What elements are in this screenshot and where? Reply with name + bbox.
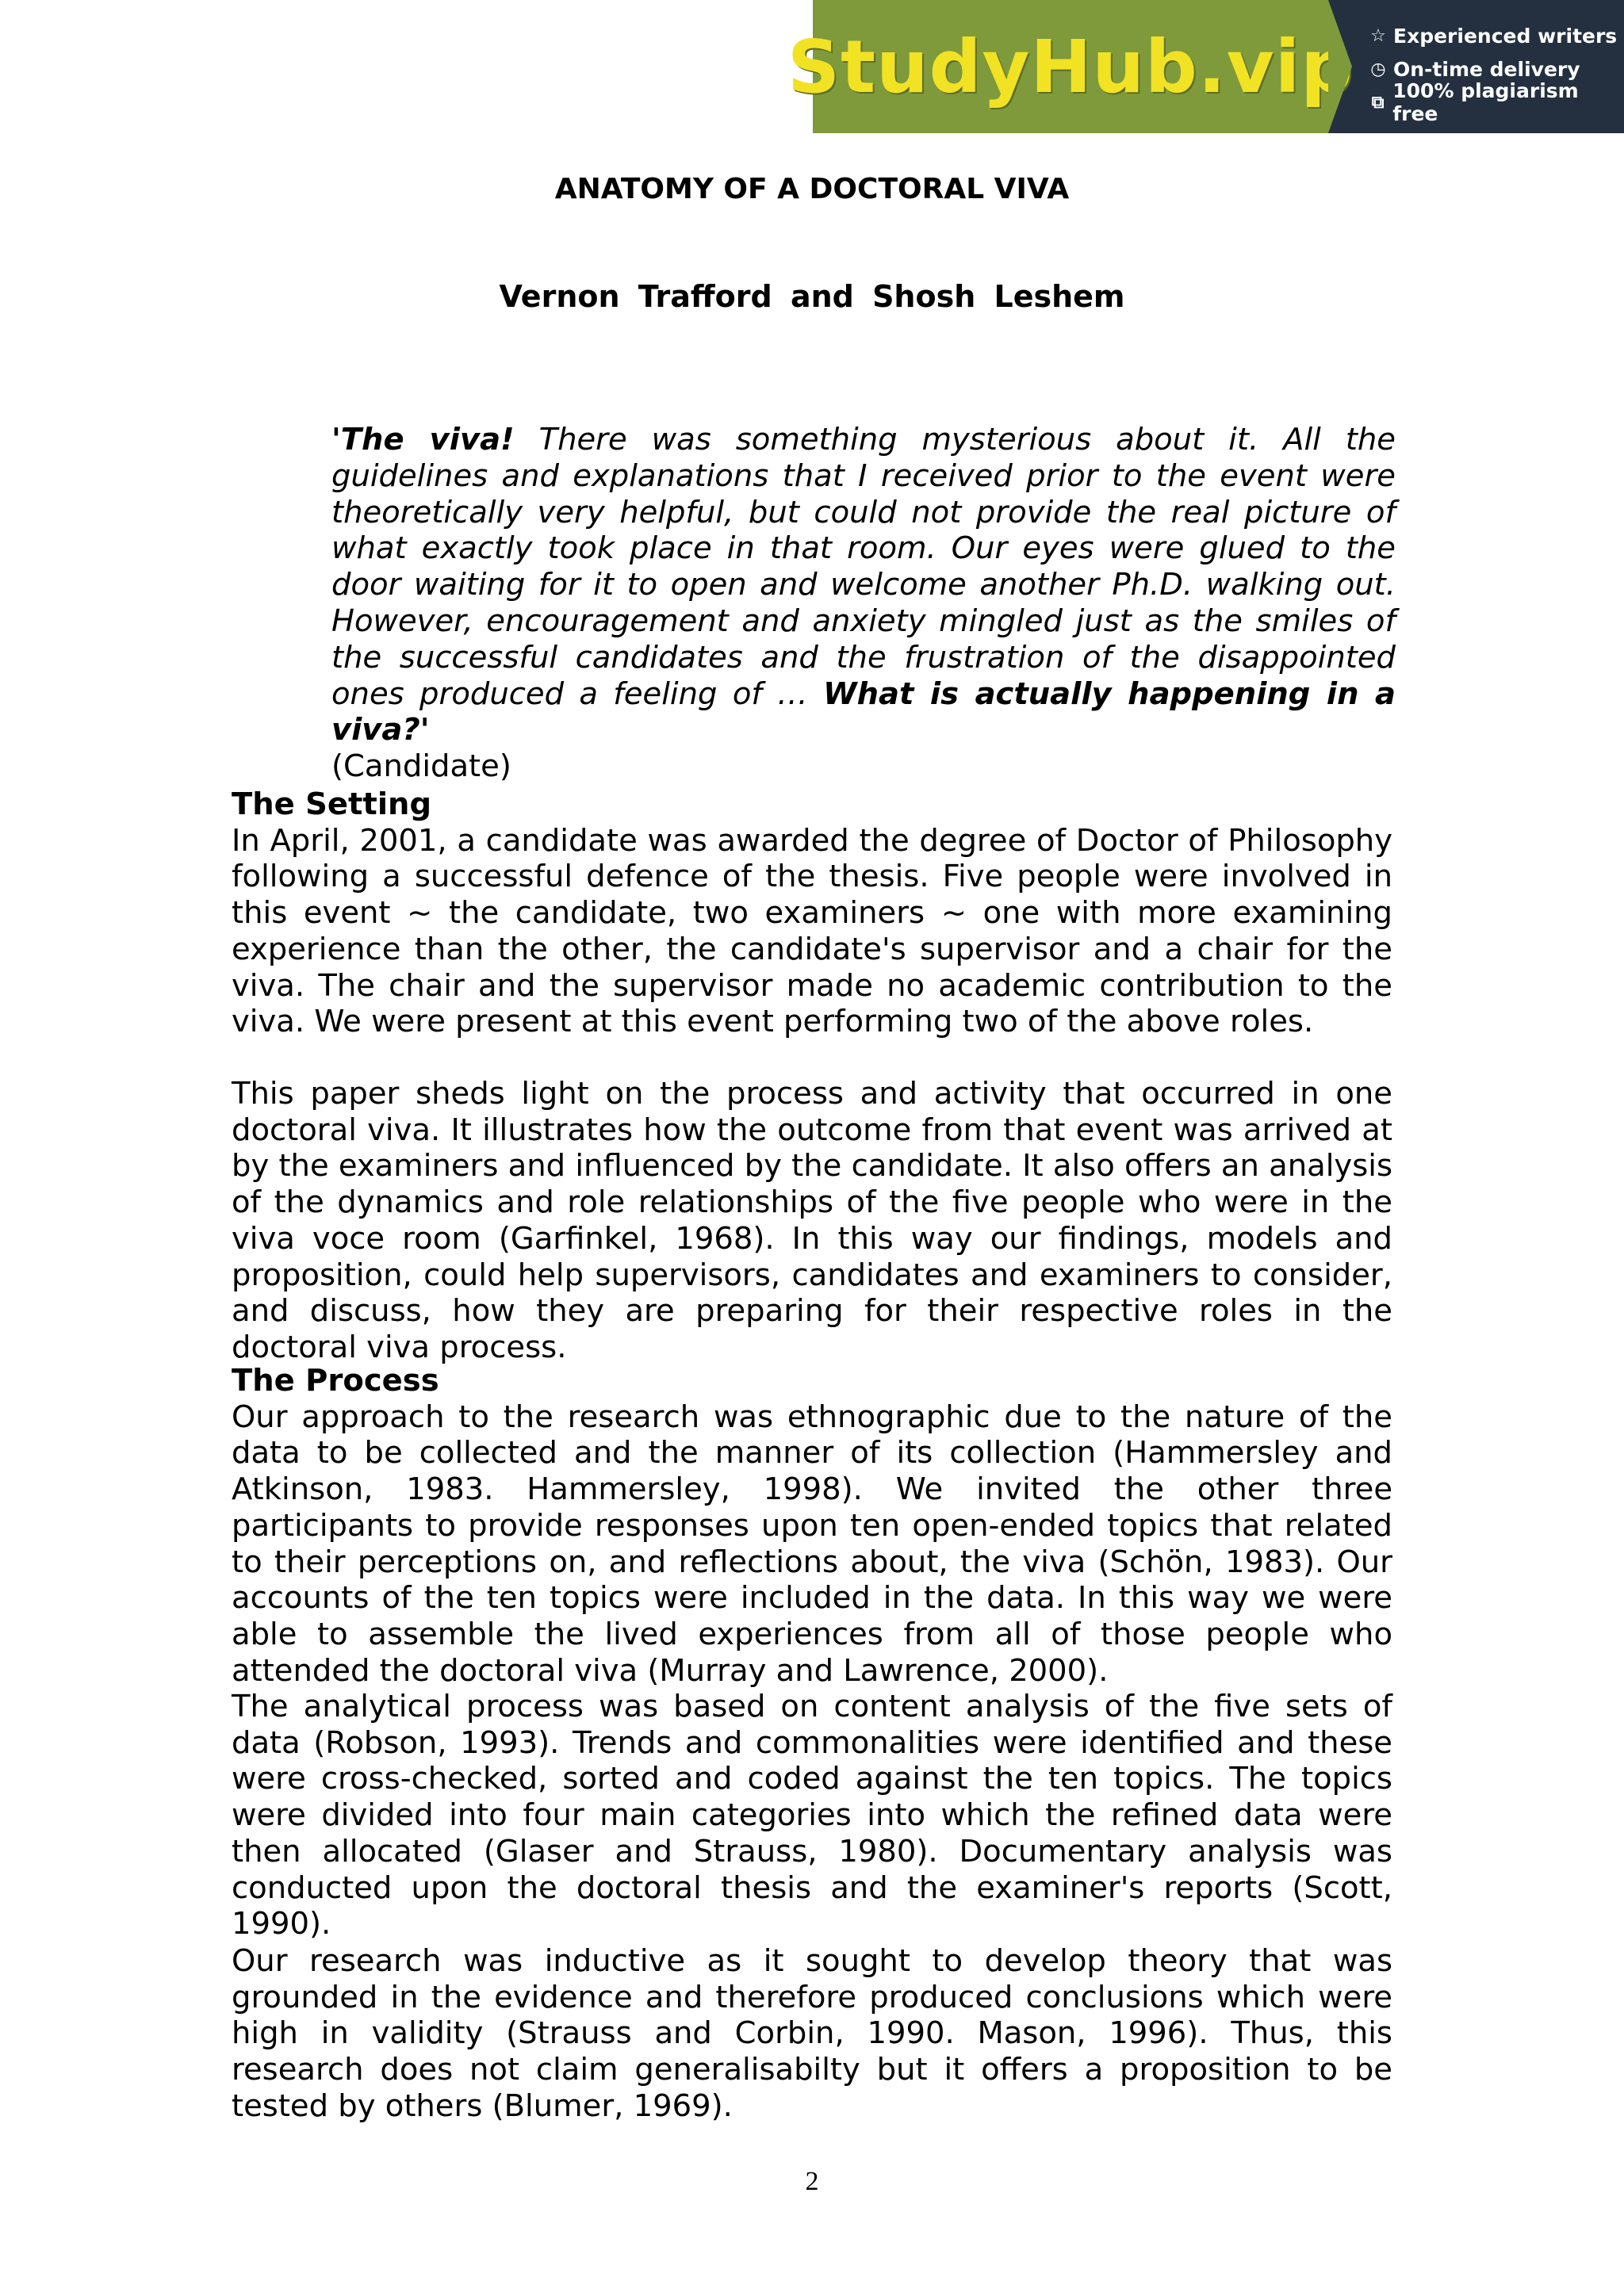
paragraph-analysis (232, 1689, 1392, 1942)
star-icon: ☆ (1370, 25, 1386, 46)
section-paragraph: In April, 2001, a candidate was awarded the degree of Doctor of Philosophy following a successful defence of the thesis. Five people were involved in this event ~ the candidate, two examiners ~ one with more examining experience than the other, the candidate's supervisor and a chair for the viva. The chair and the supervisor made no academic contribution to the viva. We were present at this event performing two of the above roles. (232, 822, 1392, 1040)
opening-quote (331, 422, 1396, 785)
quote-emphasis: What is actually happening in a viva?' (331, 675, 1396, 748)
document-authors: Vernon Trafford and Shosh Leshem (499, 279, 1125, 314)
paragraph-overview (232, 1076, 1392, 1366)
section-heading: The Setting (232, 786, 431, 822)
section-paragraph: This paper sheds light on the process and activity that occurred in one doctoral viva. It illustrates how the outcome from that event was arrived at by the examiners and influenced by the candidate. It also offers an analysis of the dynamics and role relationships of the five people who were in the viva voce room (Garfinkel, 1968). In this way our findings, models and proposition, could help supervisors, candidates and examiners to consider, and discuss, how they are preparing for their respective roles in the doctoral viva process. (232, 1076, 1393, 1365)
clock-icon: ◷ (1370, 59, 1386, 79)
logo-text: StudyHub.vip (787, 24, 1354, 109)
feature-item (1368, 19, 1624, 52)
feature-text: 100% plagiarism free (1392, 79, 1579, 125)
studyhub-banner[interactable] (787, 0, 1624, 133)
feature-item (1368, 79, 1624, 125)
banner-features (1328, 0, 1624, 133)
section-paragraph: Our approach to the research was ethnographic due to the nature of the data to be collected and the manner of its collection (Hammersley and Atkinson, 1983. Hammersley, 1998). We invited the other three participants to provide responses upon ten open-ended topics that related to their perceptions on, and reflections about, the viva (Schön, 1983). Our accounts of the ten topics were included in the data. In this way we were able to assemble the lived experiences from all of those people who attended the doctoral viva (Murray and Lawrence, 2000). (232, 1399, 1392, 1689)
section-heading: The Process (232, 1363, 439, 1399)
copy-check-icon: ⧉ (1371, 92, 1385, 113)
quote-attribution: (Candidate) (331, 748, 511, 785)
feature-text: Experienced writers (1393, 24, 1618, 48)
section-paragraph: The analytical process was based on content analysis of the five sets of data (Robson, 1993). Trends and commonalities were identified and these were cross-checked, sorted and coded against the ten topics. The topics were divided into four main categories into which the refined data were then allocated (Glaser and Strauss, 1980). Documentary analysis was conducted upon the doctoral thesis and the examiner's reports (Scott, 1990). (232, 1689, 1392, 1942)
quote-lead: 'The viva! (331, 422, 515, 457)
page-number: 2 (805, 2167, 819, 2196)
studyhub-logo[interactable] (787, 0, 1354, 133)
paragraph-inductive (232, 1943, 1392, 2125)
quote-text: There was something mysterious about it. All the guidelines and explanations that I received prior to the event were theoretically very helpful, but could not provide the real picture of what exactly took place in that room. Our eyes were glued to the door waiting for it to open and welcome another Ph.D. walking out. However, encouragement and anxiety mingled just as the smiles of the successful candidates and the frustration of the disappointed ones produced a feeling of … (331, 422, 1396, 712)
feature-text: On-time delivery (1393, 57, 1580, 81)
section-setting (232, 786, 1392, 1040)
document-title: ANATOMY OF A DOCTORAL VIVA (554, 173, 1070, 205)
section-paragraph: Our research was inductive as it sought to develop theory that was grounded in the evidence and therefore produced conclusions which were high in validity (Strauss and Corbin, 1990. Mason, 1996). Thus, this research does not claim generalisabilty but it offers a proposition to be tested by others (Blumer, 1969). (232, 1943, 1392, 2124)
section-process (232, 1363, 1392, 1689)
